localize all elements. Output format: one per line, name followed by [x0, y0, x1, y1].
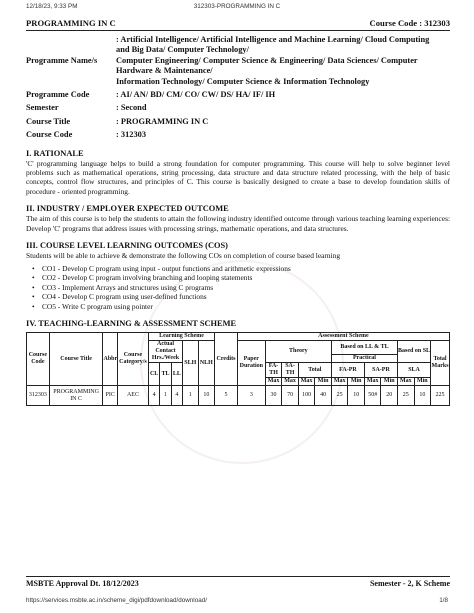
cell-cl: 4 [148, 386, 159, 406]
cell-total-min: 40 [315, 386, 332, 406]
th-assessment-scheme: Assessment Scheme [237, 333, 449, 341]
th-based-on-sl: Based on SL [398, 341, 431, 363]
page-indicator: 1/8 [439, 597, 448, 604]
course-info [26, 35, 450, 141]
document-body [26, 18, 450, 406]
cell-sla-min: 10 [414, 386, 431, 406]
cell-total-max: 100 [298, 386, 315, 406]
course-code-label: Course Code [26, 130, 73, 140]
th-tl: TL [160, 363, 171, 386]
th-theory: Theory [265, 341, 331, 363]
course-title-value: : PROGRAMMING IN C [116, 116, 209, 126]
th-learning-scheme: Learning Scheme [148, 333, 214, 341]
th-max: Max [398, 378, 415, 386]
th-course-title: Course Title [49, 333, 103, 386]
course-title-label: Course Title [26, 116, 71, 126]
th-min: Min [315, 378, 332, 386]
cos-intro: Students will be able to achieve & demonstrate the following COs on completion of course based learning [26, 251, 341, 261]
cell-tl: 1 [160, 386, 171, 406]
table-row [27, 386, 450, 406]
th-credits: Credits [215, 333, 238, 386]
th-max: Max [364, 378, 381, 386]
cell-abbr: PIC [103, 386, 117, 406]
th-total: Total [298, 363, 331, 378]
th-total-marks: Total Marks [431, 341, 450, 386]
browser-footer [0, 597, 474, 609]
course-header-title: PROGRAMMING IN C [26, 18, 116, 28]
semester-value: : Second [116, 103, 147, 113]
cell-fa-pr-min: 10 [348, 386, 365, 406]
th-practical: Practical [331, 355, 397, 363]
outcome-text: The aim of this course is to help the students to attain the following industry identified outcome through various teaching learning experiences: Develop 'C' programs that address issues with processing strings, mathematic operations, and data structures. [26, 214, 450, 233]
cell-total-marks: 225 [431, 386, 450, 406]
cell-sa-pr-min: 20 [381, 386, 398, 406]
th-sa-th: SA-TH [282, 363, 299, 378]
programme-name-line: Information Technology/ Computer Science & Information Technology [116, 76, 370, 86]
print-page-title: 312303-PROGRAMMING IN C [193, 3, 281, 10]
th-sa-pr: SA-PR [364, 363, 397, 378]
course-code-row [26, 130, 450, 140]
co-item: • CO3 - Implement Arrays and structures using C programs [32, 283, 450, 293]
scheme-table [26, 332, 450, 406]
th-min: Min [414, 378, 431, 386]
th-course-category: Course Category/s [117, 333, 148, 386]
th-nlh: NLH [198, 341, 215, 386]
scheme-heading: IV. TEACHING-LEARNING & ASSESSMENT SCHEME [26, 319, 237, 329]
browser-header [0, 3, 474, 15]
document-footer [26, 576, 450, 590]
th-course-code: Course Code [27, 333, 50, 386]
approval-date: MSBTE Approval Dt. 18/12/2023 [26, 579, 139, 588]
semester-scheme: Semester - 2, K Scheme [369, 579, 450, 588]
semester-row [26, 103, 450, 113]
semester-label: Semester [26, 103, 59, 113]
cell-sa-pr-max: 50# [364, 386, 381, 406]
th-based-on-ll-tl: Based on LL & TL [331, 341, 397, 355]
print-datetime: 12/18/23, 9:33 PM [26, 3, 78, 10]
cell-fa-th-max: 30 [265, 386, 282, 406]
rationale-heading: I. RATIONALE [26, 148, 84, 158]
th-slh: SLH [183, 341, 199, 386]
cell-fa-pr-max: 25 [331, 386, 348, 406]
co-item: • CO2 - Develop C program involving branching and looping statements [32, 273, 450, 283]
th-max: Max [298, 378, 315, 386]
th-fa-pr: FA-PR [331, 363, 364, 378]
th-actual-contact: Actual Contact Hrs./Week [148, 341, 182, 363]
programme-name-value [116, 35, 450, 87]
rationale-text: 'C' programming language helps to build a strong foundation for computer programming. This course will help to solve beginner level problems such as mathematical operations, string processing, data structure and data structure related processing, with the help of basic concepts, control flow structures, and principles of C. This course is basically designed to create a base to develop foundation skills of procedure - oriented programming. [26, 158, 450, 196]
th-cl: CL [148, 363, 159, 386]
th-min: Min [348, 378, 365, 386]
programme-name-line: and Big Data/ Computer Technology/ [116, 45, 249, 55]
th-fa-th: FA-TH [265, 363, 282, 378]
cell-credits: 5 [215, 386, 238, 406]
cell-course-code: 312303 [27, 386, 50, 406]
cell-paper-duration: 3 [237, 386, 265, 406]
th-max: Max [282, 378, 299, 386]
th-abbr: Abbr [103, 333, 117, 386]
programme-name-line: Hardware & Maintenance/ [116, 66, 213, 76]
th-max: Max [265, 378, 282, 386]
th-ll: LL [171, 363, 182, 386]
th-max: Max [331, 378, 348, 386]
course-header [26, 18, 450, 31]
co-item: • CO1 - Develop C program using input - output functions and arithmetic expressions [32, 264, 450, 274]
co-item: • CO5 - Write C program using pointer [32, 302, 450, 312]
programme-code-label: Programme Code [26, 90, 90, 100]
programme-name-label: Programme Name/s [26, 56, 98, 65]
course-code-value: : 312303 [116, 130, 147, 140]
th-sla: SLA [398, 363, 431, 378]
cell-course-title: PROGRAMMING IN C [49, 386, 103, 406]
course-header-code: Course Code : 312303 [369, 18, 450, 28]
cell-slh: 1 [183, 386, 199, 406]
cos-list [32, 264, 450, 312]
cell-sla-max: 25 [398, 386, 415, 406]
course-title-row [26, 117, 450, 127]
programme-name-row [26, 35, 450, 87]
cell-category: AEC [117, 386, 148, 406]
programme-code-value: : AI/ AN/ BD/ CM/ CO/ CW/ DS/ HA/ IF/ IH [116, 90, 276, 100]
outcome-heading: II. INDUSTRY / EMPLOYER EXPECTED OUTCOME [26, 204, 229, 214]
cell-sa-th-max: 70 [282, 386, 299, 406]
programme-name-line: Computer Engineering/ Computer Science & Engineering/ Data Sciences/ Computer [116, 55, 418, 65]
th-min: Min [381, 378, 398, 386]
cos-heading: III. COURSE LEVEL LEARNING OUTCOMES (COS) [26, 241, 228, 251]
th-paper-duration: Paper Duration [237, 341, 265, 386]
cell-nlh: 10 [198, 386, 215, 406]
print-url: https://services.msbte.ac.in/scheme_digi/pdfdownload/download/ [26, 597, 207, 604]
co-item: • CO4 - Develop C program using user-defined functions [32, 292, 450, 302]
programme-code-row [26, 90, 450, 100]
cell-ll: 4 [171, 386, 182, 406]
programme-name-line: : Artificial Intelligence/ Artificial Intelligence and Machine Learning/ Cloud Computing [116, 35, 430, 44]
